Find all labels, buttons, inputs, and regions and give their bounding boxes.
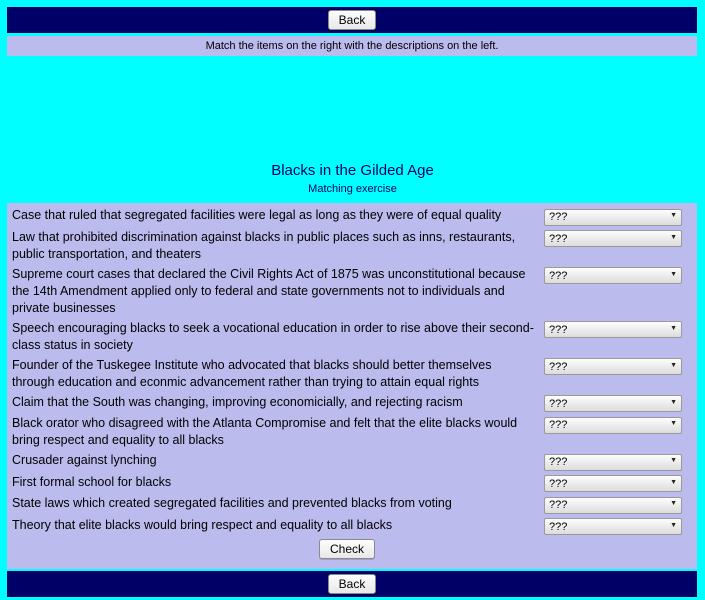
footer-bar [7,571,697,597]
match-description: First formal school for blacks [12,474,172,489]
check-button[interactable]: Check [319,539,375,559]
match-row [12,394,682,413]
chevron-down-icon: ▼ [670,521,677,529]
match-rows [12,207,682,535]
chevron-down-icon: ▼ [670,500,677,507]
answer-select[interactable] [544,417,682,434]
matching-panel [7,203,697,569]
answer-select-wrap [544,357,682,376]
chevron-down-icon: ▼ [670,233,677,241]
match-row [12,207,682,226]
match-description: State laws which created segregated facilities and prevented blacks from voting [12,496,452,510]
match-description: Supreme court cases that declared the Civil Rights Act of 1875 was unconstitutional because the 14th Amendment applied only to federal and state governments not to individuals and private businesses [12,266,526,315]
match-description: Crusader against lynching [12,453,157,467]
answer-select[interactable] [544,475,682,492]
match-row [12,517,682,536]
answer-select[interactable] [544,518,682,535]
match-description: Case that ruled that segregated facilities were legal as long as they were of equal quality [12,208,502,222]
chevron-down-icon: ▼ [670,270,677,278]
match-description: Theory that elite blacks would bring respect and equality to all blacks [12,517,393,532]
instruction-bar [7,36,697,56]
answer-select[interactable] [544,209,682,226]
answer-select-wrap [544,207,682,226]
answer-select[interactable] [544,454,682,471]
answer-select-wrap [544,474,682,493]
answer-select-wrap [544,394,682,413]
answer-select[interactable] [544,321,682,338]
page-title: Blacks in the Gilded Age [271,162,434,179]
match-row [12,415,682,449]
answer-select-wrap [544,452,682,471]
answer-select-wrap [544,320,682,339]
match-row [12,452,682,471]
answer-select-wrap [544,517,682,536]
answer-select[interactable] [544,358,682,375]
check-row [12,539,682,561]
answer-select[interactable] [544,267,682,284]
chevron-down-icon: ▼ [670,324,677,332]
match-description: Claim that the South was changing, improving economicially, and rejecting racism [12,394,463,409]
match-description: Speech encouraging blacks to seek a vocational education in order to rise above their second-class status in society [12,320,534,352]
page-subtitle: Matching exercise [308,183,397,195]
match-description: Founder of the Tuskegee Institute who advocated that blacks should better themselves through education and econmic advancement rather than trying to attain equal rights [12,357,492,389]
back-button-bottom[interactable]: Back [328,574,377,594]
answer-select-wrap [544,415,682,434]
answer-select-wrap [544,229,682,248]
chevron-down-icon: ▼ [670,361,677,369]
match-row [12,474,682,493]
chevron-down-icon: ▼ [670,478,677,486]
answer-select-wrap [544,495,682,514]
match-description: Black orator who disagreed with the Atlanta Compromise and felt that the elite blacks would bring respect and equality to all blacks [12,416,518,447]
match-row [12,266,682,317]
top-bar [7,7,697,33]
chevron-down-icon: ▼ [670,420,677,427]
match-row [12,495,682,514]
chevron-down-icon: ▼ [670,398,677,406]
chevron-down-icon: ▼ [670,457,677,464]
match-row [12,229,682,263]
match-row [12,320,682,354]
back-button-top[interactable]: Back [328,10,377,30]
instruction-text: Match the items on the right with the descriptions on the left. [205,40,499,52]
chevron-down-icon: ▼ [670,212,677,219]
answer-select[interactable] [544,497,682,514]
answer-select[interactable] [544,230,682,247]
answer-select-wrap [544,266,682,285]
answer-select[interactable] [544,395,682,412]
match-row [12,357,682,391]
match-description: Law that prohibited discrimination against blacks in public places such as inns, restaurants, public transportation, and theaters [12,229,516,261]
title-block [0,162,705,196]
